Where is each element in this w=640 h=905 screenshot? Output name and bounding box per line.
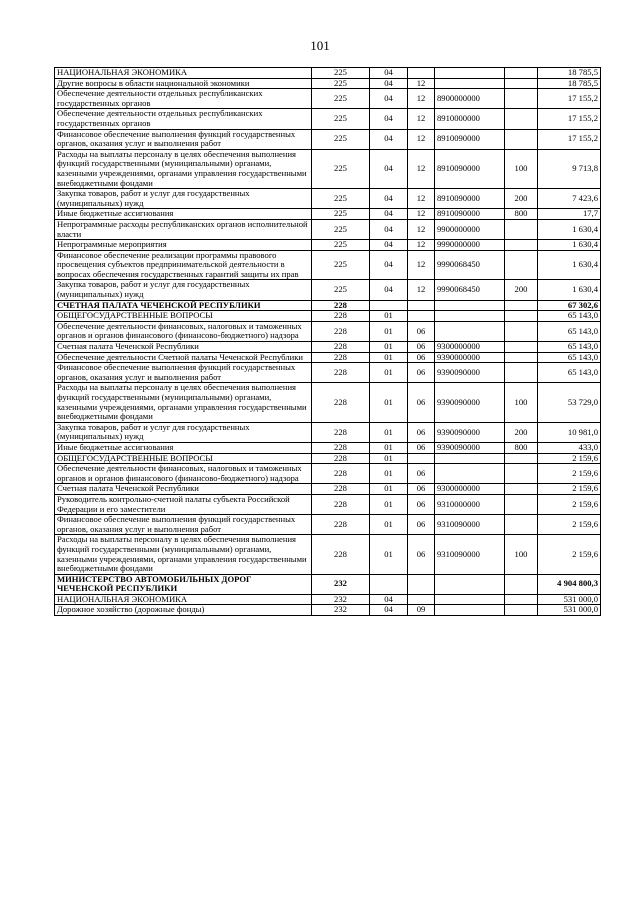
row-amount-cell: 18 785,5: [538, 78, 601, 89]
row-department-code-cell: 228: [312, 363, 370, 383]
row-expense-type-cell: 800: [505, 442, 538, 453]
row-section-code-cell: 01: [370, 383, 408, 422]
row-name-cell: Непрограммные расходы республиканских органов исполнительной власти: [55, 219, 312, 239]
table-row: [55, 605, 601, 616]
row-department-code-cell: 225: [312, 109, 370, 129]
row-section-code-cell: 04: [370, 68, 408, 79]
row-section-code-cell: [370, 300, 408, 311]
row-name-cell: Счетная палата Чеченской Республики: [55, 342, 312, 353]
row-expense-type-cell: [505, 250, 538, 280]
row-section-code-cell: 01: [370, 535, 408, 574]
row-section-code-cell: 01: [370, 442, 408, 453]
table-row: [55, 494, 601, 514]
row-amount-cell: 1 630,4: [538, 250, 601, 280]
row-expense-type-cell: 200: [505, 280, 538, 300]
table-row: [55, 240, 601, 251]
row-target-article-cell: 9300000000: [435, 342, 505, 353]
row-section-code-cell: 04: [370, 149, 408, 188]
row-amount-cell: 2 159,6: [538, 515, 601, 535]
row-department-code-cell: 228: [312, 352, 370, 363]
row-section-code-cell: 01: [370, 515, 408, 535]
row-name-cell: МИНИСТЕРСТВО АВТОМОБИЛЬНЫХ ДОРОГ ЧЕЧЕНСКОЙ РЕСПУБЛИКИ: [55, 574, 312, 594]
page-number: 101: [310, 38, 330, 53]
row-expense-type-cell: [505, 89, 538, 109]
row-subsection-code-cell: 06: [408, 352, 435, 363]
row-subsection-code-cell: 12: [408, 280, 435, 300]
row-subsection-code-cell: 06: [408, 494, 435, 514]
row-department-code-cell: 228: [312, 464, 370, 484]
row-subsection-code-cell: 12: [408, 78, 435, 89]
row-amount-cell: 7 423,6: [538, 189, 601, 209]
row-target-article-cell: 9990000000: [435, 240, 505, 251]
row-expense-type-cell: 100: [505, 149, 538, 188]
row-name-cell: Иные бюджетные ассигнования: [55, 209, 312, 220]
row-name-cell: Обеспечение деятельности Счетной палаты Чеченской Республики: [55, 352, 312, 363]
row-subsection-code-cell: 12: [408, 219, 435, 239]
table-row: [55, 109, 601, 129]
row-amount-cell: 17 155,2: [538, 109, 601, 129]
row-subsection-code-cell: [408, 453, 435, 464]
row-department-code-cell: 228: [312, 300, 370, 311]
row-expense-type-cell: [505, 311, 538, 322]
table-row: [55, 484, 601, 495]
row-subsection-code-cell: 06: [408, 422, 435, 442]
table-row: [55, 129, 601, 149]
row-department-code-cell: 228: [312, 383, 370, 422]
row-amount-cell: 17,7: [538, 209, 601, 220]
row-department-code-cell: 225: [312, 209, 370, 220]
row-department-code-cell: 225: [312, 149, 370, 188]
row-department-code-cell: 228: [312, 442, 370, 453]
row-name-cell: НАЦИОНАЛЬНАЯ ЭКОНОМИКА: [55, 594, 312, 605]
row-expense-type-cell: [505, 464, 538, 484]
row-target-article-cell: 9310090000: [435, 515, 505, 535]
row-name-cell: Расходы на выплаты персоналу в целях обеспечения выполнения функций государственными (муниципальными) органами, казенными учреждениями, органами управления государственными внебюджетными фондами: [55, 383, 312, 422]
row-amount-cell: 1 630,4: [538, 280, 601, 300]
row-subsection-code-cell: [408, 300, 435, 311]
row-target-article-cell: 9310000000: [435, 494, 505, 514]
row-subsection-code-cell: [408, 311, 435, 322]
row-target-article-cell: 8910090000: [435, 149, 505, 188]
row-target-article-cell: 8910090000: [435, 209, 505, 220]
row-expense-type-cell: [505, 342, 538, 353]
row-expense-type-cell: [505, 300, 538, 311]
table-row: [55, 422, 601, 442]
table-row: [55, 342, 601, 353]
row-expense-type-cell: [505, 363, 538, 383]
row-department-code-cell: 228: [312, 484, 370, 495]
row-amount-cell: 4 904 800,3: [538, 574, 601, 594]
row-subsection-code-cell: 06: [408, 363, 435, 383]
row-expense-type-cell: 200: [505, 422, 538, 442]
table-row: [55, 149, 601, 188]
row-department-code-cell: 225: [312, 189, 370, 209]
row-subsection-code-cell: 12: [408, 129, 435, 149]
row-section-code-cell: 04: [370, 189, 408, 209]
table-row: [55, 209, 601, 220]
row-expense-type-cell: [505, 129, 538, 149]
table-row: [55, 515, 601, 535]
row-subsection-code-cell: 12: [408, 250, 435, 280]
row-subsection-code-cell: 12: [408, 189, 435, 209]
row-department-code-cell: 225: [312, 250, 370, 280]
row-subsection-code-cell: 06: [408, 484, 435, 495]
row-target-article-cell: [435, 321, 505, 341]
row-amount-cell: 2 159,6: [538, 464, 601, 484]
table-row: [55, 189, 601, 209]
row-amount-cell: 531 000,0: [538, 594, 601, 605]
table-row: [55, 68, 601, 79]
row-name-cell: Обеспечение деятельности отдельных республиканских государственных органов: [55, 89, 312, 109]
row-section-code-cell: 01: [370, 321, 408, 341]
row-department-code-cell: 228: [312, 342, 370, 353]
row-target-article-cell: 9390090000: [435, 383, 505, 422]
row-section-code-cell: 04: [370, 89, 408, 109]
row-subsection-code-cell: [408, 594, 435, 605]
row-name-cell: Иные бюджетные ассигнования: [55, 442, 312, 453]
row-name-cell: НАЦИОНАЛЬНАЯ ЭКОНОМИКА: [55, 68, 312, 79]
row-section-code-cell: 04: [370, 280, 408, 300]
row-expense-type-cell: [505, 605, 538, 616]
table-row: [55, 594, 601, 605]
row-department-code-cell: 232: [312, 594, 370, 605]
row-section-code-cell: 04: [370, 219, 408, 239]
row-section-code-cell: 01: [370, 494, 408, 514]
row-name-cell: Другие вопросы в области национальной экономики: [55, 78, 312, 89]
row-target-article-cell: [435, 311, 505, 322]
table-row: [55, 89, 601, 109]
table-row: [55, 574, 601, 594]
row-expense-type-cell: 100: [505, 383, 538, 422]
row-amount-cell: 531 000,0: [538, 605, 601, 616]
row-name-cell: ОБЩЕГОСУДАРСТВЕННЫЕ ВОПРОСЫ: [55, 311, 312, 322]
row-amount-cell: 17 155,2: [538, 129, 601, 149]
row-section-code-cell: 04: [370, 109, 408, 129]
row-amount-cell: 65 143,0: [538, 342, 601, 353]
row-subsection-code-cell: 06: [408, 342, 435, 353]
row-amount-cell: 10 981,0: [538, 422, 601, 442]
row-target-article-cell: 9390090000: [435, 442, 505, 453]
row-target-article-cell: 8910090000: [435, 189, 505, 209]
row-target-article-cell: [435, 464, 505, 484]
row-name-cell: Финансовое обеспечение выполнения функций государственных органов, оказания услуг и выполнения работ: [55, 129, 312, 149]
row-amount-cell: 2 159,6: [538, 484, 601, 495]
row-section-code-cell: 04: [370, 129, 408, 149]
table-row: [55, 383, 601, 422]
row-subsection-code-cell: 12: [408, 209, 435, 220]
row-target-article-cell: 9990068450: [435, 250, 505, 280]
row-department-code-cell: 228: [312, 494, 370, 514]
row-subsection-code-cell: 09: [408, 605, 435, 616]
row-subsection-code-cell: 12: [408, 109, 435, 129]
row-amount-cell: 65 143,0: [538, 311, 601, 322]
table-row: [55, 250, 601, 280]
row-amount-cell: 2 159,6: [538, 453, 601, 464]
row-name-cell: Закупка товаров, работ и услуг для государственных (муниципальных) нужд: [55, 189, 312, 209]
row-department-code-cell: 228: [312, 453, 370, 464]
row-section-code-cell: 01: [370, 484, 408, 495]
row-section-code-cell: 01: [370, 422, 408, 442]
row-section-code-cell: 04: [370, 605, 408, 616]
row-amount-cell: 1 630,4: [538, 240, 601, 251]
row-name-cell: Финансовое обеспечение реализации программы правового просвещения субъектов предпринимательской деятельности в вопросах обеспечения государственных гарантий защиты их прав: [55, 250, 312, 280]
row-department-code-cell: 225: [312, 68, 370, 79]
row-target-article-cell: 8910090000: [435, 129, 505, 149]
row-section-code-cell: 01: [370, 453, 408, 464]
table-row: [55, 453, 601, 464]
table-row: [55, 280, 601, 300]
row-section-code-cell: 04: [370, 240, 408, 251]
row-subsection-code-cell: 12: [408, 89, 435, 109]
table-row: [55, 464, 601, 484]
row-name-cell: Дорожное хозяйство (дорожные фонды): [55, 605, 312, 616]
table-row: [55, 311, 601, 322]
row-name-cell: Непрограммные мероприятия: [55, 240, 312, 251]
row-target-article-cell: 9390090000: [435, 363, 505, 383]
row-target-article-cell: 8910000000: [435, 109, 505, 129]
row-name-cell: Обеспечение деятельности финансовых, налоговых и таможенных органов и органов финансового (финансово-бюджетного) надзора: [55, 321, 312, 341]
row-section-code-cell: 04: [370, 594, 408, 605]
row-expense-type-cell: [505, 109, 538, 129]
row-department-code-cell: 232: [312, 605, 370, 616]
row-expense-type-cell: [505, 321, 538, 341]
row-target-article-cell: [435, 605, 505, 616]
row-expense-type-cell: [505, 240, 538, 251]
row-amount-cell: 65 143,0: [538, 321, 601, 341]
row-amount-cell: 2 159,6: [538, 535, 601, 574]
row-section-code-cell: 01: [370, 352, 408, 363]
row-amount-cell: 433,0: [538, 442, 601, 453]
row-department-code-cell: 228: [312, 311, 370, 322]
row-expense-type-cell: 200: [505, 189, 538, 209]
row-target-article-cell: 9900000000: [435, 219, 505, 239]
row-amount-cell: 2 159,6: [538, 494, 601, 514]
row-name-cell: Счетная палата Чеченской Республики: [55, 484, 312, 495]
row-department-code-cell: 228: [312, 535, 370, 574]
table-row: [55, 219, 601, 239]
row-target-article-cell: [435, 594, 505, 605]
row-expense-type-cell: [505, 453, 538, 464]
budget-table: [54, 67, 601, 616]
row-name-cell: Обеспечение деятельности финансовых, налоговых и таможенных органов и органов финансового (финансово-бюджетного) надзора: [55, 464, 312, 484]
row-expense-type-cell: [505, 352, 538, 363]
row-name-cell: Расходы на выплаты персоналу в целях обеспечения выполнения функций государственными (муниципальными) органами, казенными учреждениями, органами управления государственными внебюджетными фондами: [55, 149, 312, 188]
row-target-article-cell: [435, 574, 505, 594]
row-expense-type-cell: [505, 78, 538, 89]
row-subsection-code-cell: 12: [408, 240, 435, 251]
row-target-article-cell: 9390000000: [435, 352, 505, 363]
row-section-code-cell: 04: [370, 250, 408, 280]
row-target-article-cell: [435, 453, 505, 464]
row-section-code-cell: 01: [370, 363, 408, 383]
row-amount-cell: 18 785,5: [538, 68, 601, 79]
row-name-cell: Расходы на выплаты персоналу в целях обеспечения выполнения функций государственными (муниципальными) органами, казенными учреждениями, органами управления государственными внебюджетными фондами: [55, 535, 312, 574]
row-name-cell: Финансовое обеспечение выполнения функций государственных органов, оказания услуг и выполнения работ: [55, 363, 312, 383]
row-subsection-code-cell: 06: [408, 464, 435, 484]
row-subsection-code-cell: 06: [408, 383, 435, 422]
table-row: [55, 300, 601, 311]
row-expense-type-cell: [505, 594, 538, 605]
row-name-cell: Финансовое обеспечение выполнения функций государственных органов, оказания услуг и выполнения работ: [55, 515, 312, 535]
table-row: [55, 78, 601, 89]
row-amount-cell: 65 143,0: [538, 363, 601, 383]
row-name-cell: Обеспечение деятельности отдельных республиканских государственных органов: [55, 109, 312, 129]
row-expense-type-cell: [505, 484, 538, 495]
row-amount-cell: 65 143,0: [538, 352, 601, 363]
table-row: [55, 535, 601, 574]
row-expense-type-cell: [505, 219, 538, 239]
budget-table-body: [55, 68, 601, 616]
row-department-code-cell: 225: [312, 240, 370, 251]
row-section-code-cell: 04: [370, 209, 408, 220]
row-department-code-cell: 225: [312, 219, 370, 239]
row-target-article-cell: 9300000000: [435, 484, 505, 495]
row-amount-cell: 1 630,4: [538, 219, 601, 239]
row-target-article-cell: [435, 68, 505, 79]
row-department-code-cell: 225: [312, 78, 370, 89]
row-department-code-cell: 225: [312, 129, 370, 149]
row-target-article-cell: 9310090000: [435, 535, 505, 574]
row-section-code-cell: [370, 574, 408, 594]
row-department-code-cell: 228: [312, 422, 370, 442]
row-amount-cell: 9 713,8: [538, 149, 601, 188]
row-department-code-cell: 228: [312, 321, 370, 341]
row-target-article-cell: 9990068450: [435, 280, 505, 300]
row-name-cell: ОБЩЕГОСУДАРСТВЕННЫЕ ВОПРОСЫ: [55, 453, 312, 464]
row-expense-type-cell: 100: [505, 535, 538, 574]
table-row: [55, 352, 601, 363]
row-subsection-code-cell: 12: [408, 149, 435, 188]
row-amount-cell: 53 729,0: [538, 383, 601, 422]
row-section-code-cell: 01: [370, 464, 408, 484]
row-expense-type-cell: [505, 68, 538, 79]
row-target-article-cell: 9390090000: [435, 422, 505, 442]
row-department-code-cell: 232: [312, 574, 370, 594]
row-expense-type-cell: 800: [505, 209, 538, 220]
row-expense-type-cell: [505, 494, 538, 514]
row-section-code-cell: 01: [370, 342, 408, 353]
row-subsection-code-cell: 06: [408, 321, 435, 341]
table-row: [55, 363, 601, 383]
row-target-article-cell: [435, 78, 505, 89]
row-name-cell: Закупка товаров, работ и услуг для государственных (муниципальных) нужд: [55, 280, 312, 300]
row-name-cell: Руководитель контрольно-счетной палаты субъекта Российской Федерации и его заместители: [55, 494, 312, 514]
row-subsection-code-cell: 06: [408, 535, 435, 574]
table-row: [55, 442, 601, 453]
table-row: [55, 321, 601, 341]
row-expense-type-cell: [505, 574, 538, 594]
row-department-code-cell: 228: [312, 515, 370, 535]
row-expense-type-cell: [505, 515, 538, 535]
row-subsection-code-cell: 06: [408, 442, 435, 453]
row-subsection-code-cell: [408, 574, 435, 594]
row-name-cell: Закупка товаров, работ и услуг для государственных (муниципальных) нужд: [55, 422, 312, 442]
row-section-code-cell: 04: [370, 78, 408, 89]
row-section-code-cell: 01: [370, 311, 408, 322]
row-amount-cell: 17 155,2: [538, 89, 601, 109]
row-name-cell: СЧЕТНАЯ ПАЛАТА ЧЕЧЕНСКОЙ РЕСПУБЛИКИ: [55, 300, 312, 311]
row-department-code-cell: 225: [312, 280, 370, 300]
row-department-code-cell: 225: [312, 89, 370, 109]
row-subsection-code-cell: 06: [408, 515, 435, 535]
row-amount-cell: 67 302,6: [538, 300, 601, 311]
row-target-article-cell: [435, 300, 505, 311]
row-subsection-code-cell: [408, 68, 435, 79]
row-target-article-cell: 8900000000: [435, 89, 505, 109]
